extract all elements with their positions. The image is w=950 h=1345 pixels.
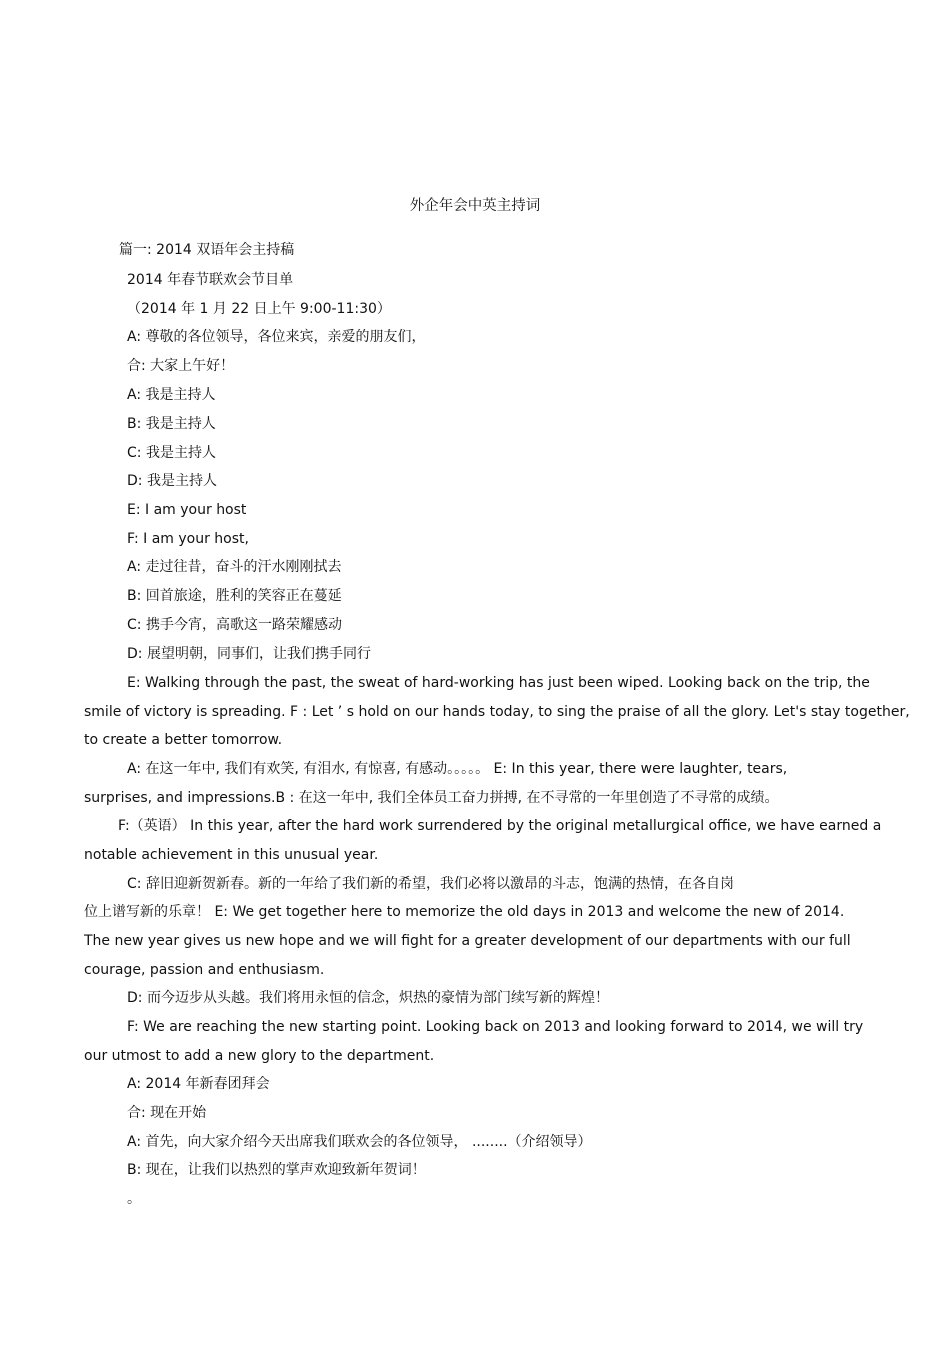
paragraph-line: D: 而今迈步从头越。我们将用永恒的信念，炽热的豪情为部门续写新的辉煌！ (127, 990, 609, 1006)
script-line: E: I am your host (127, 502, 247, 518)
paragraph-line: F:（英语） In this year, after the hard work surrendered by the original metallurgical office, we have earned a (118, 818, 882, 834)
script-line: 合: 现在开始 (127, 1105, 207, 1121)
trailing-mark: 。 (127, 1191, 141, 1207)
script-line: D: 我是主持人 (127, 473, 217, 489)
script-line: A: 我是主持人 (127, 387, 216, 403)
paragraph-line: notable achievement in this unusual year. (84, 847, 379, 863)
script-line: A: 2014 年新春团拜会 (127, 1076, 270, 1092)
script-line: A: 首先，向大家介绍今天出席我们联欢会的各位领导， ........（介绍领导） (127, 1134, 592, 1150)
section-heading: 篇一: 2014 双语年会主持稿 (119, 242, 295, 258)
script-line: C: 携手今宵，高歌这一路荣耀感动 (127, 617, 342, 633)
script-line: C: 我是主持人 (127, 445, 216, 461)
script-line: B: 现在，让我们以热烈的掌声欢迎致新年贺词！ (127, 1162, 426, 1178)
paragraph-line: surprises, and impressions.B : 在这一年中, 我们全体员工奋力拼搏, 在不寻常的一年里创造了不寻常的成绩。 (84, 790, 779, 806)
paragraph-line: F: We are reaching the new starting point. Looking back on 2013 and looking forward to 2014, we will try (127, 1019, 864, 1035)
paragraph-line: C: 辞旧迎新贺新春。新的一年给了我们新的希望，我们必将以激昂的斗志，饱满的热情，在各自岗 (127, 876, 734, 892)
paragraph-line: smile of victory is spreading. F : Let ’ s hold on our hands today, to sing the praise of all the glory. Let's stay together, (84, 704, 910, 720)
paragraph-line: 位上谱写新的乐章！ E: We get together here to memorize the old days in 2013 and welcome the new of 2014. (84, 904, 845, 920)
paragraph-line: our utmost to add a new glory to the department. (84, 1048, 435, 1064)
script-line: A: 走过往昔，奋斗的汗水刚刚拭去 (127, 559, 342, 575)
script-line: F: I am your host, (127, 531, 249, 547)
paragraph-line: to create a better tomorrow. (84, 732, 283, 748)
paragraph-line: The new year gives us new hope and we will fight for a greater development of our departments with our full (84, 933, 851, 949)
paragraph-line: A: 在这一年中, 我们有欢笑, 有泪水, 有惊喜, 有感动。。。。。 E: In this year, there were laughter, tears, (127, 761, 788, 777)
paragraph-line: E: Walking through the past, the sweat of hard-working has just been wiped. Looking back on the trip, the (127, 675, 870, 691)
paragraph-line: courage, passion and enthusiasm. (84, 962, 325, 978)
script-line: D: 展望明朝，同事们，让我们携手同行 (127, 646, 371, 662)
document-title: 外企年会中英主持词 (409, 198, 541, 214)
program-date: （2014 年 1 月 22 日上午 9:00-11:30） (127, 301, 391, 317)
script-line: B: 回首旅途，胜利的笑容正在蔓延 (127, 588, 342, 604)
script-line: B: 我是主持人 (127, 416, 216, 432)
script-line: 合: 大家上午好！ (127, 358, 235, 374)
script-line: A: 尊敬的各位领导，各位来宾，亲爱的朋友们， (127, 329, 426, 345)
program-title: 2014 年春节联欢会节目单 (127, 272, 294, 288)
